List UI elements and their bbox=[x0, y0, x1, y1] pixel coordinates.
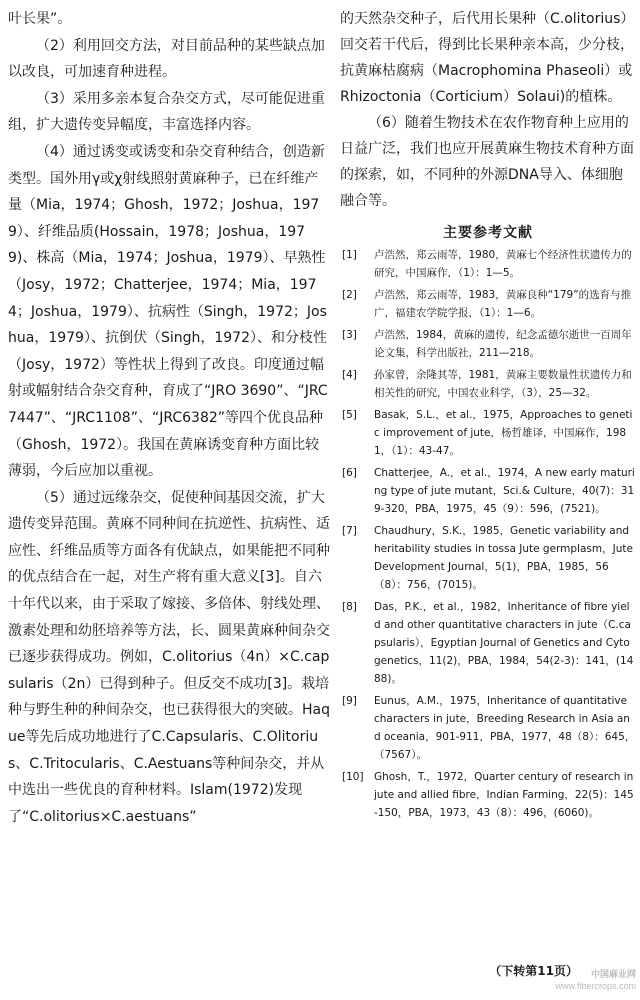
reference-number: [3] bbox=[342, 329, 357, 341]
reference-text: 孙家曾，余隆其等，1981，黄麻主要数量性状遗传力和相关性的研究，中国农业科学，（3），25—32。 bbox=[374, 369, 632, 399]
watermark bbox=[555, 968, 636, 992]
paragraph-natural-hybrid: 的天然杂交种子，后代用长果种（C.olitorius）回交若干代后，得到比长果种亲本高，少分枝，抗黄麻枯腐病（Macrophomina Phaseoli）或Rhizoctonia（Corticium）Solaui)的植株。 bbox=[340, 11, 635, 105]
reference-text: Das，P.K.，et al.，1982，Inheritance of fibre yield and other quantitative characters in jute（C.capsularis），Egyptian Journal of Genetics and Cytogenetics，11(2)，PBA，1984，54(2-3)：141，(1488)。 bbox=[374, 601, 634, 685]
reference-text: Chatterjee，A.，et al.，1974，A new early maturing type of jute mutant，Sci.& Culture，40(7)：319-320，PBA，1975，45（9）：596，(7521)。 bbox=[374, 467, 635, 515]
right-column bbox=[340, 6, 636, 826]
references-heading: 主要参考文献 bbox=[443, 225, 533, 241]
reference-item bbox=[340, 464, 636, 518]
paragraph-backcross: （2）利用回交方法，对目前品种的某些缺点加以改良，可加速育种进程。 bbox=[8, 37, 325, 81]
reference-text: Chaudhury，S.K.，1985，Genetic variability and heritability studies in tossa Jute germplasm，Jute Development Journal，5(1)，PBA，1985，56（8）：756，(7015)。 bbox=[374, 525, 633, 591]
continuation-note: （下转第11页） bbox=[489, 964, 578, 978]
reference-number: [9] bbox=[342, 695, 357, 707]
reference-text: Ghosh，T.，1972，Quarter century of research in jute and allied fibre，Indian Farming，22(5)：145-150，PBA，1973，43（8）：496，(6060)。 bbox=[374, 771, 634, 819]
paragraph-continuation: 叶长果”。 bbox=[8, 11, 72, 27]
paragraph-multi-parent-cross: （3）采用多亲本复合杂交方式，尽可能促进重组，扩大遗传变异幅度，丰富选择内容。 bbox=[8, 90, 325, 134]
reference-number: [10] bbox=[342, 771, 364, 783]
reference-number: [4] bbox=[342, 369, 357, 381]
watermark-url: www.fibercrops.com bbox=[555, 981, 636, 991]
reference-item bbox=[340, 692, 636, 764]
reference-item bbox=[340, 598, 636, 688]
reference-number: [1] bbox=[342, 249, 357, 261]
paragraph-distant-hybridization: （5）通过远缘杂交，促使种间基因交流，扩大遗传变异范围。黄麻不同种间在抗逆性、抗病性、适应性、纤维品质等方面各有优缺点，如果能把不同种的优点结合在一起，对生产将有重大意义[3]。自六十年代以来，由于采取了嫁接、多倍体、射线处理、激素处理和幼胚培养等方法，长、圆果黄麻种间杂交已逐步获得成功。例如，C.olitorius（4n）×C.capsularis（2n）已得到种子。但反交不成功[3]。栽培种与野生种的种间杂交，也已获得很大的突破。Haque等先后成功地进行了C.Capsularis、C.Olitorius、C.Tritocularis、C.Aestuans等种间杂交，并从中选出一些优良的育种材料。Islam(1972)发现了“C.olitorius×C.aestuans” bbox=[8, 489, 330, 825]
reference-text: Eunus，A.M.，1975，Inheritance of quantitative characters in jute，Breeding Research in Asia and oceania，901-911，PBA，1977，48（8）：645，（7567）。 bbox=[374, 695, 636, 761]
reference-item bbox=[340, 366, 636, 402]
reference-number: [8] bbox=[342, 601, 357, 613]
reference-list bbox=[340, 246, 636, 822]
reference-text: Basak，S.L.，et al.，1975，Approaches to genetic improvement of jute，杨哲雄译，中国麻作，1981，（1）：43-47。 bbox=[374, 409, 633, 457]
reference-number: [5] bbox=[342, 409, 357, 421]
watermark-brand: 中国麻业网 bbox=[590, 969, 636, 979]
reference-item bbox=[340, 522, 636, 594]
reference-text: 卢浩然，1984，黄麻的遗传，纪念孟德尔逝世一百周年论文集，科学出版社，211—218。 bbox=[374, 329, 632, 359]
reference-item bbox=[340, 768, 636, 822]
reference-text: 卢浩然，郑云雨等，1980，黄麻七个经济性状遗传力的研究，中国麻作，（1）：1—5。 bbox=[374, 249, 632, 279]
reference-text: 卢浩然，郑云雨等，1983，黄麻良种“179”的选育与推广，福建农学院学报，（1）：1—6。 bbox=[374, 289, 632, 319]
left-column bbox=[8, 6, 330, 830]
reference-item bbox=[340, 406, 636, 460]
reference-number: [2] bbox=[342, 289, 357, 301]
reference-number: [6] bbox=[342, 467, 357, 479]
reference-item bbox=[340, 246, 636, 282]
reference-item bbox=[340, 326, 636, 362]
paragraph-mutation-breeding: （4）通过诱变或诱变和杂交育种结合，创造新类型。国外用γ或χ射线照射黄麻种子，已在纤维产量（Mia，1974；Ghosh，1972；Joshua，1979）、纤维品质(Hossain，1978；Joshua，1979)、株高（Mia，1974；Joshua，1979）、早熟性（Josy，1972；Chatterjee，1974；Mia，1974；Joshua，1979）、抗病性（Singh，1972；Joshua，1979）、抗倒伏（Singh，1972）、和分枝性（Josy，1972）等性状上得到了改良。印度通过幅射或幅射结合杂交育种，育成了“JRO 3690”、“JRC7447”、“JRC1108”、“JRC6382”等四个优良品种（Ghosh，1972）。我国在黄麻诱变育种方面比较薄弱，今后应加以重视。 bbox=[8, 143, 328, 480]
paragraph-biotechnology: （6）随着生物技术在农作物育种上应用的日益广泛，我们也应开展黄麻生物技术育种方面的探索，如，不同种的外源DNA导入、体细胞融合等。 bbox=[340, 115, 634, 209]
reference-item bbox=[340, 286, 636, 322]
reference-number: [7] bbox=[342, 525, 357, 537]
